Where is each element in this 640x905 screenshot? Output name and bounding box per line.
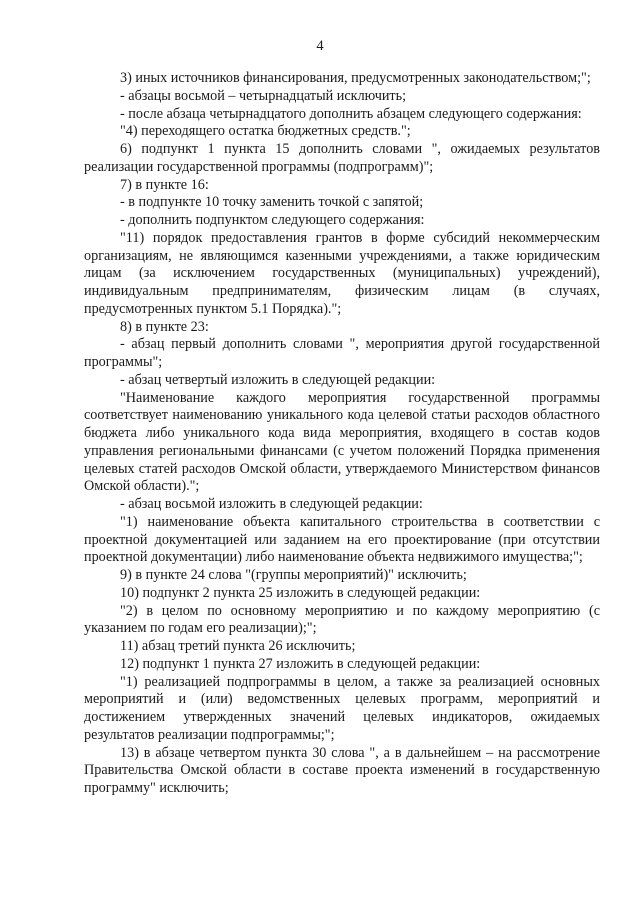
paragraph-item-4-balance: "4) переходящего остатка бюджетных средств."; bbox=[120, 123, 411, 140]
paragraph-item-3-sources: 3) иных источников финансирования, предусмотренных законодательством;"; bbox=[120, 70, 591, 86]
paragraph-8-eighth: - абзац восьмой изложить в следующей редакции: bbox=[120, 496, 423, 512]
paragraph-13: 13) в абзаце четвертом пункта 30 слова ", а в дальнейшем – на рассмотрение Правительства Омской области в составе проекта изменений в государственную программу" исключить; bbox=[84, 744, 600, 796]
paragraph-6: 6) подпункт 1 пункта 15 дополнить словами ", ожидаемых результатов реализации государственной программы (подпрограмм)"; bbox=[84, 141, 600, 175]
paragraph-11: 11) абзац третий пункта 26 исключить; bbox=[120, 638, 356, 654]
paragraph-item-11-grants: "11) порядок предоставления грантов в форме субсидий некоммерческим организациям, не являющимся казенными учреждениями, а также юридическим лицам (за исключением государственных (муниципальных) учреждений), индивидуальным предпринимателям, физическим лицам (в случаях, предусмотренных пунктом 5.1 Порядка)."; bbox=[84, 229, 600, 317]
paragraph-7-add: - дополнить подпунктом следующего содержания: bbox=[120, 212, 425, 228]
paragraph-10: 10) подпункт 2 пункта 25 изложить в следующей редакции: bbox=[120, 584, 481, 601]
paragraph-9: 9) в пункте 24 слова "(группы мероприятий)" исключить; bbox=[120, 567, 467, 583]
paragraph-12-quote: "1) реализацией подпрограммы в целом, а также за реализацией основных мероприятий и (или) ведомственных целевых программ, мероприятий и достижением утвержденных значений целевых индикаторов, ожидаемых результатов реализации подпрограммы;"; bbox=[84, 673, 600, 743]
paragraph-12: 12) подпункт 1 пункта 27 изложить в следующей редакции: bbox=[120, 655, 481, 672]
paragraph-8: 8) в пункте 23: bbox=[120, 318, 209, 335]
document-body bbox=[84, 70, 600, 798]
paragraph-7-sub-10: - в подпункте 10 точку заменить точкой с запятой; bbox=[120, 194, 424, 211]
paragraph-capital-object-quote: "1) наименование объекта капитального строительства в соответствии с проектной документацией или заданием на его проектирование (при отсутствии проектной документации) либо наименование объекта недвижимого имущества;"; bbox=[84, 513, 600, 566]
paragraph-8-first: - абзац первый дополнить словами ", мероприятия другой государственной программы"; bbox=[84, 336, 600, 370]
page-number: 4 bbox=[316, 38, 324, 54]
paragraph-10-quote: "2) в целом по основному мероприятию и по каждому мероприятию (с указанием по годам его реализации);"; bbox=[84, 602, 600, 637]
paragraph-8-fourth: - абзац четвертый изложить в следующей редакции: bbox=[120, 371, 436, 388]
paragraph-naming-quote: "Наименование каждого мероприятия государственной программы соответствует наименованию уникального кода целевой статьи расходов областного бюджета либо уникального кода вида мероприятия, входящего в состав кодов управления региональными финансами (с учетом положений Порядка применения целевых статей расходов Омской области, утверждаемого Министерством финансов Омской области)."; bbox=[84, 389, 600, 495]
paragraph-exclude-8-14: - абзацы восьмой – четырнадцатый исключить; bbox=[120, 87, 407, 104]
paragraph-7: 7) в пункте 16: bbox=[120, 176, 209, 193]
paragraph-add-after-14: - после абзаца четырнадцатого дополнить абзацем следующего содержания: bbox=[120, 105, 582, 122]
